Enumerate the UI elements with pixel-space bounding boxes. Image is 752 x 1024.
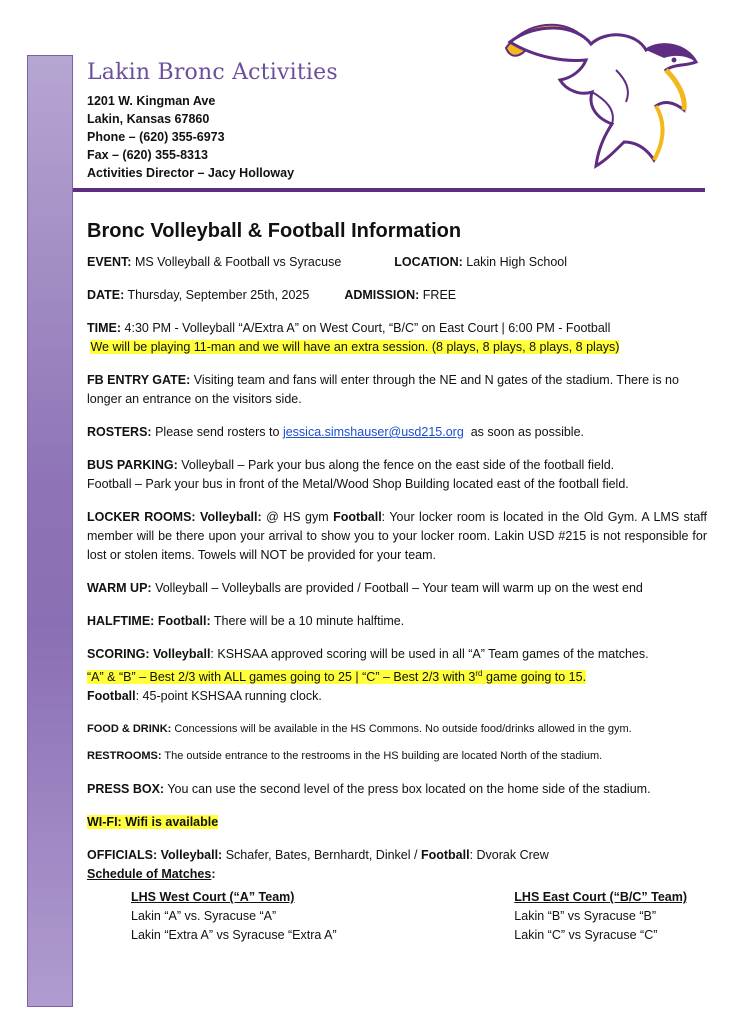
schedule-east-header: LHS East Court (“B/C” Team)	[514, 890, 687, 905]
scoring-fb-label: Football	[87, 689, 136, 704]
bus-parking-label: BUS PARKING:	[87, 458, 178, 472]
halftime-label: HALFTIME:	[87, 614, 155, 628]
locker-rooms-row	[87, 508, 707, 565]
admission-label: ADMISSION:	[344, 288, 420, 302]
scoring-highlight-b: game going to 15.	[482, 670, 587, 685]
scoring-highlight-a: “A” & “B” – Best 2/3 with ALL games going to 25 | “C” – Best 2/3 with 3	[87, 670, 476, 685]
address-street: 1201 W. Kingman Ave	[87, 94, 216, 108]
scoring-row	[87, 645, 707, 706]
date-row	[87, 286, 707, 305]
restrooms-label: RESTROOMS:	[87, 750, 162, 763]
wifi-value: Wifi is available	[125, 815, 219, 830]
press-box-row	[87, 780, 707, 799]
time-highlight: We will be playing 11-man and we will have an extra session. (8 plays, 8 plays, 8 plays, 8 plays)	[90, 340, 620, 354]
address-city: Lakin, Kansas 67860	[87, 112, 210, 126]
schedule-west-match: Lakin “Extra A” vs Syracuse “Extra A”	[131, 928, 337, 943]
schedule-title: Schedule of Matches	[87, 867, 212, 882]
org-title: Lakin Bronc Activities	[87, 60, 338, 85]
bus-parking-line1: Volleyball – Park your bus along the fence on the east side of the football field.	[181, 458, 615, 472]
press-box-label: PRESS BOX:	[87, 782, 165, 797]
admission-value: FREE	[422, 288, 457, 302]
officials-vb-text: Schafer, Bates, Bernhardt, Dinkel /	[225, 848, 418, 863]
rosters-post: as soon as possible.	[470, 425, 584, 439]
info-content	[87, 222, 707, 945]
schedule-colon: :	[211, 867, 216, 882]
decorative-sidebar	[27, 55, 73, 1007]
warm-up-value: Volleyball – Volleyballs are provided / Football – Your team will warm up on the west end	[155, 581, 643, 595]
event-value: MS Volleyball & Football vs Syracuse	[134, 255, 342, 269]
officials-fb-text: : Dvorak Crew	[469, 848, 549, 863]
date-label: DATE:	[87, 288, 125, 302]
restrooms-row	[87, 747, 707, 766]
scoring-vb-label: Volleyball	[152, 647, 211, 661]
wifi-highlight	[87, 815, 218, 829]
food-row	[87, 720, 707, 739]
rosters-email-link[interactable]: jessica.simshauser@usd215.org	[282, 425, 464, 439]
schedule-east-match: Lakin “C” vs Syracuse “C”	[514, 928, 658, 943]
event-row	[87, 253, 707, 272]
activities-director: Activities Director – Jacy Holloway	[87, 166, 295, 180]
halftime-fb-label: Football:	[157, 614, 211, 628]
halftime-row	[87, 612, 707, 631]
scoring-highlight-sup: rd	[475, 669, 483, 678]
officials-label: OFFICIALS:	[87, 848, 158, 863]
time-label: TIME:	[87, 321, 122, 335]
address-fax: Fax – (620) 355-8313	[87, 148, 208, 162]
header-divider	[73, 188, 705, 192]
food-label: FOOD & DRINK:	[87, 723, 172, 736]
address-phone: Phone – (620) 355-6973	[87, 130, 225, 144]
scoring-vb-text: : KSHSAA approved scoring will be used in all “A” Team games of the matches.	[210, 647, 649, 661]
schedule-west-column	[131, 888, 337, 945]
food-value: Concessions will be available in the HS Commons. No outside food/drinks allowed in the gym.	[174, 723, 632, 736]
warm-up-row	[87, 579, 707, 598]
bus-parking-row	[87, 456, 707, 494]
page-title: Bronc Volleyball & Football Information	[87, 220, 462, 242]
schedule-east-match: Lakin “B” vs Syracuse “B”	[514, 909, 657, 924]
schedule-west-header: LHS West Court (“A” Team)	[131, 890, 295, 905]
locker-rooms-label: LOCKER ROOMS:	[87, 510, 196, 524]
address-block	[87, 92, 294, 182]
halftime-value: There will be a 10 minute halftime.	[213, 614, 405, 628]
bronco-horse-logo	[496, 10, 708, 170]
locker-fb-text: : Your locker room is located in the Old Gym. A LMS staff member will be there upon your arrival to show you to your locker room. Lakin USD #215 is not responsible for lost or stolen items. Towels will NOT be provided for your team.	[87, 510, 707, 562]
rosters-pre: Please send rosters to	[155, 425, 280, 439]
time-value: 4:30 PM - Volleyball “A/Extra A” on West Court, “B/C” on East Court | 6:00 PM - Football	[124, 321, 611, 335]
warm-up-label: WARM UP:	[87, 581, 152, 595]
locker-fb-label: Football	[333, 510, 382, 524]
fb-gate-label: FB ENTRY GATE:	[87, 373, 191, 387]
officials-row	[87, 846, 707, 865]
fb-gate-value: Visiting team and fans will enter through the NE and N gates of the stadium. There is no longer an entrance on the visitors side.	[87, 373, 679, 406]
officials-vb-label: Volleyball:	[160, 848, 223, 863]
wifi-row	[87, 813, 707, 832]
schedule-east-column	[514, 888, 687, 945]
scoring-highlight	[87, 670, 586, 684]
time-row	[87, 319, 707, 357]
locker-vb-text: @ HS gym	[266, 510, 329, 524]
event-label: EVENT:	[87, 255, 132, 269]
restrooms-value: The outside entrance to the restrooms in the HS building are located North of the stadium.	[164, 750, 603, 763]
schedule-west-match: Lakin “A” vs. Syracuse “A”	[131, 909, 277, 924]
rosters-row	[87, 423, 707, 442]
locker-vb-label: Volleyball:	[200, 510, 262, 524]
wifi-label: WI-FI:	[87, 815, 122, 830]
schedule-table	[131, 888, 687, 945]
fb-gate-row	[87, 371, 707, 409]
location-label: LOCATION:	[394, 255, 463, 269]
scoring-fb-text: : 45-point KSHSAA running clock.	[135, 689, 322, 704]
press-box-value: You can use the second level of the press box located on the home side of the stadium.	[167, 782, 651, 797]
date-value: Thursday, September 25th, 2025	[127, 288, 310, 302]
schedule-title-row	[87, 865, 707, 884]
rosters-label: ROSTERS:	[87, 425, 152, 439]
bus-parking-line2: Football – Park your bus in front of the Metal/Wood Shop Building located east of the football field.	[87, 477, 629, 491]
officials-fb-label: Football	[420, 848, 470, 863]
scoring-label: SCORING:	[87, 647, 150, 661]
location-value: Lakin High School	[466, 255, 568, 269]
